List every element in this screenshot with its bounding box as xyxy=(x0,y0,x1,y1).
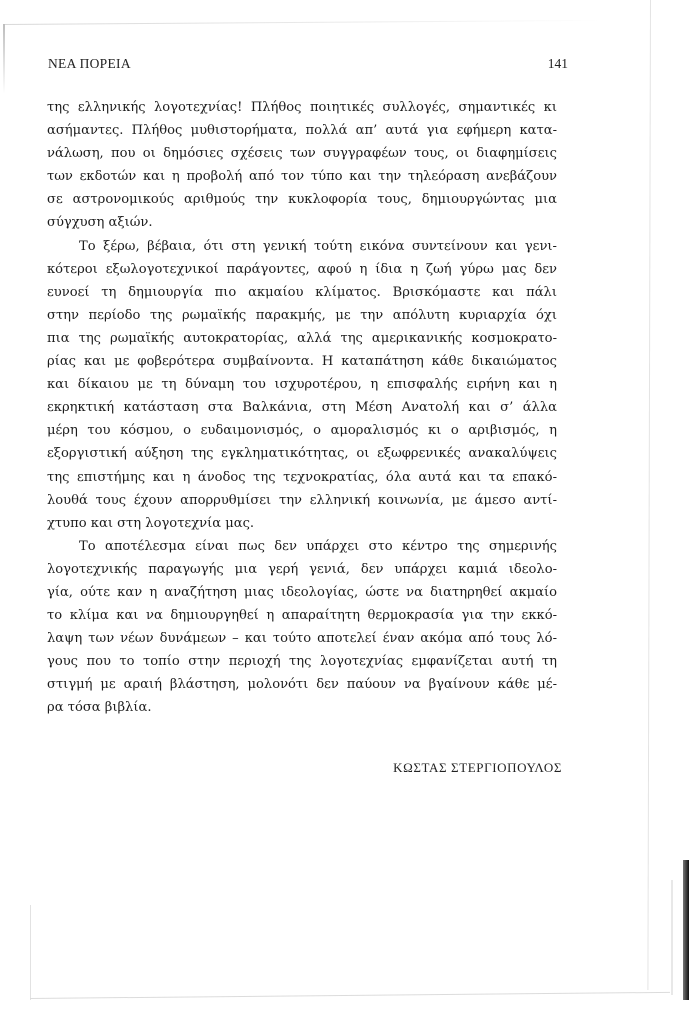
binding-shadow xyxy=(683,860,689,1000)
paragraph xyxy=(47,235,557,535)
running-header xyxy=(48,56,568,72)
paragraph xyxy=(47,535,557,720)
text-line: ρα τόσα βιβλία. xyxy=(47,700,152,716)
text-line: σε αστρονομικούς αριθμούς την κυκλοφορία τους, δημιουργώντας μια xyxy=(47,192,557,208)
page-edge-right xyxy=(647,0,651,990)
text-line: της ελληνικής λογοτεχνίας! Πλήθος ποιητικές συλλογές, σημαντικές κι xyxy=(47,100,557,115)
page-edge-top xyxy=(4,20,604,25)
text-line: μέρη του κόσμου, ο ευδαιμονισμός, ο αμοραλισμός κι ο αριβισμός, η xyxy=(47,423,557,439)
text-line: Το αποτέλεσμα είναι πως δεν υπάρχει στο κέντρο της σημερινής xyxy=(79,538,557,554)
text-line: στην περίοδο της ρωμαϊκής παρακμής, με την απόλυτη κυριαρχία όχι xyxy=(47,307,557,323)
page-edge-left xyxy=(3,24,5,94)
text-line: εκρηκτική κατάσταση στα Βαλκάνια, στη Μέση Ανατολή και σ’ άλλα xyxy=(47,400,557,416)
paragraph xyxy=(47,96,557,235)
page-edge-left-lower xyxy=(30,905,31,1000)
page-edge-right-inner xyxy=(671,880,673,995)
text-line: εξοργιστική αύξηση της εγκληματικότητας, οι εξωφρενικές ανακαλύψεις xyxy=(47,446,557,462)
text-line: σύγχυση αξιών. xyxy=(47,215,153,231)
page-number: 141 xyxy=(547,56,568,71)
text-line: στιγμή με αραιή βλάστηση, μολονότι δεν παύουν να βγαίνουν κάθε μέ- xyxy=(47,677,557,693)
text-line: λαψη των νέων δυνάμεων – και τούτο αποτελεί έναν ακόμα από τους λό- xyxy=(47,631,557,647)
text-line: λογοτεχνικής παραγωγής μια γερή γενιά, δεν υπάρχει καμιά ιδεολο- xyxy=(47,561,557,577)
body-text xyxy=(47,96,557,720)
text-line: χτυπο και στη λογοτεχνία μας. xyxy=(47,515,255,531)
text-line: πια της ρωμαϊκής αυτοκρατορίας, αλλά της αμερικανικής κοσμοκρατο- xyxy=(47,330,557,346)
text-line: ευνοεί τη δημιουργία πιο ακμαίου κλίματος. Βρισκόμαστε και πάλι xyxy=(47,284,557,300)
text-line: γία, ούτε καν η αναζήτηση μιας ιδεολογίας, ώστε να διατηρηθεί ακμαίο xyxy=(47,584,557,600)
running-title: ΝΕΑ ΠΟΡΕΙΑ xyxy=(48,56,131,71)
text-line: νάλωση, που οι δημόσιες σχέσεις των συγγραφέων τους, οι διαφημίσεις xyxy=(47,146,557,162)
author-signature: ΚΩΣΤΑΣ ΣΤΕΡΓΙΟΠΟΥΛΟΣ xyxy=(393,760,562,775)
text-line: των εκδοτών και η προβολή από τον τύπο και την τηλεόραση ανεβάζουν xyxy=(47,169,557,185)
text-line: ασήμαντες. Πλήθος μυθιστορήματα, πολλά απ’ αυτά για εφήμερη κατα- xyxy=(47,123,557,139)
text-line: και δίκαιου με τη δύναμη του ισχυροτέρου, η επισφαλής ειρήνη και η xyxy=(47,377,557,393)
text-line: της επιστήμης και η άνοδος της τεχνοκρατίας, όλα αυτά και τα επακό- xyxy=(47,469,557,485)
text-line: λουθά τους έχουν απορρυθμίσει την ελληνική κοινωνία, με άμεσο αντί- xyxy=(47,492,557,508)
text-line: Το ξέρω, βέβαια, ότι στη γενική τούτη εικόνα συντείνουν και γενι- xyxy=(79,238,557,254)
page-edge-bottom xyxy=(30,992,670,999)
text-line: κότεροι εξωλογοτεχνικοί παράγοντες, αφού η ίδια η ζωή γύρω μας δεν xyxy=(47,261,557,277)
text-line: το κλίμα και να δημιουργηθεί η απαραίτητη θερμοκρασία για την εκκό- xyxy=(47,608,557,624)
text-line: γους που το τοπίο στην περιοχή της λογοτεχνίας εμφανίζεται αυτή τη xyxy=(47,654,557,670)
text-line: ρίας και με φοβερότερα συμβαίνοντα. Η καταπάτηση κάθε δικαιώματος xyxy=(47,354,557,370)
